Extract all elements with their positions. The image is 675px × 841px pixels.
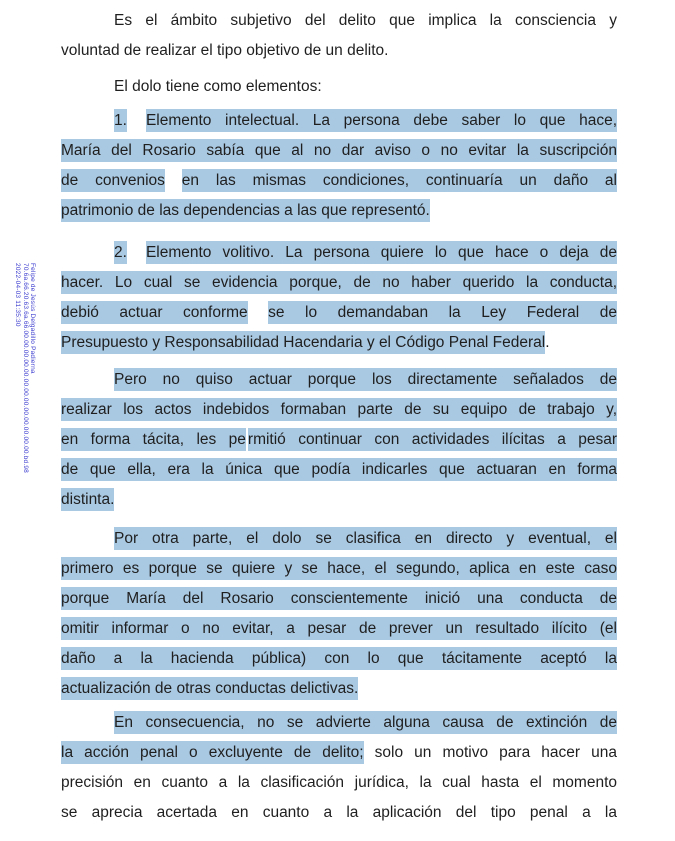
highlighted-text: En consecuencia, no se advierte alguna causa de extinción de (114, 711, 617, 734)
text-line (61, 268, 617, 298)
highlighted-text: en las mismas condiciones, continuaría un daño al (182, 169, 617, 192)
paragraph-2 (61, 72, 617, 102)
stamp-datetime: 2022-04-03 11:35:30 (14, 263, 22, 327)
highlighted-text: Por otra parte, el dolo se clasifica en directo y eventual, el (114, 527, 617, 550)
highlighted-text: Elemento intelectual. La persona debe saber lo que hace, (146, 109, 617, 132)
stamp-signer-name: Felipe de Jesús Delgadillo Padierna (29, 263, 36, 374)
highlighted-text: en forma tácita, les pe (61, 428, 246, 451)
text-line (61, 166, 617, 196)
paragraph-5 (61, 365, 617, 515)
highlighted-text: porque María del Rosario conscientemente inició una conducta de (61, 587, 617, 610)
highlighted-text: 1. (114, 109, 127, 132)
highlighted-text: de convenios (61, 169, 165, 192)
highlighted-text: se lo demandaban la Ley Federal de (268, 301, 617, 324)
text-line (61, 328, 617, 358)
plain-text: Es el ámbito subjetivo del delito que implica la consciencia y (114, 12, 617, 29)
text-line (61, 738, 617, 768)
text-line (61, 614, 617, 644)
text-line (61, 768, 617, 798)
text-line (61, 395, 617, 425)
tab-spacer (127, 124, 146, 125)
paragraph-1 (61, 6, 617, 66)
text-line (61, 524, 617, 554)
text-line (61, 136, 617, 166)
highlighted-text: omitir informar o no evitar, a pesar de prever un resultado ilícito (el (61, 617, 617, 640)
text-line (61, 554, 617, 584)
document-text (61, 0, 617, 841)
plain-text: voluntad de realizar el tipo objetivo de un delito. (61, 42, 389, 59)
text-line (61, 106, 617, 136)
paragraph-3 (61, 106, 617, 226)
text-line (61, 644, 617, 674)
paragraph-4 (61, 238, 617, 358)
text-line (61, 798, 617, 828)
highlighted-text: daño a la hacienda pública) con lo que tácitamente aceptó la (61, 647, 617, 670)
text-line (61, 674, 617, 704)
plain-text: precisión en cuanto a la clasificación jurídica, la cual hasta el momento (61, 774, 617, 791)
text-line (61, 72, 617, 102)
highlighted-text: Pero no quiso actuar porque los directamente señalados de (114, 368, 617, 391)
plain-text (248, 304, 269, 321)
highlighted-text: Presupuesto y Responsabilidad Hacendaria y el Código Penal Federal (61, 331, 545, 354)
highlighted-text: María del Rosario sabía que al no dar aviso o no evitar la suscripción (61, 139, 617, 162)
highlighted-text: actualización de otras conductas delictivas. (61, 677, 358, 700)
highlighted-text: la acción penal o excluyente de delito; (61, 741, 364, 764)
text-line (61, 238, 617, 268)
highlighted-text: distinta. (61, 488, 114, 511)
highlighted-text: 2. (114, 241, 127, 264)
text-line (61, 298, 617, 328)
stamp-hash: 70.6a.66.20.63.6a.66.00.00.00.00.00.00.00.00.00.00.00.00.00.bd.98 (21, 263, 29, 473)
highlighted-text: debió actuar conforme (61, 301, 248, 324)
paragraph-6 (61, 524, 617, 704)
highlighted-text: primero es porque se quiere y se hace, el segundo, aplica en este caso (61, 557, 617, 580)
text-line (61, 36, 617, 66)
highlighted-text: rmitió continuar con actividades ilícitas a pesar (248, 428, 617, 451)
text-line (61, 196, 617, 226)
text-line (61, 455, 617, 485)
highlighted-text: hacer. Lo cual se evidencia porque, de no haber querido la conducta, (61, 271, 617, 294)
signature-stamp (13, 263, 36, 498)
plain-text: se aprecia acertada en cuanto a la aplicación del tipo penal a la (61, 804, 617, 821)
text-line (61, 6, 617, 36)
plain-text: solo un motivo para hacer una (363, 744, 617, 761)
text-line (61, 485, 617, 515)
paragraph-7 (61, 708, 617, 828)
tab-spacer (127, 256, 146, 257)
text-line (61, 365, 617, 395)
text-line (61, 425, 617, 455)
highlighted-text: patrimonio de las dependencias a las que representó. (61, 199, 430, 222)
text-line (61, 584, 617, 614)
highlighted-text: Elemento volitivo. La persona quiere lo que hace o deja de (146, 241, 617, 264)
plain-text (165, 172, 182, 189)
highlighted-text: de que ella, era la única que podía indicarles que actuaran en forma (61, 458, 617, 481)
plain-text: . (545, 334, 550, 351)
highlighted-text: realizar los actos indebidos formaban parte de su equipo de trabajo y, (61, 398, 617, 421)
plain-text: El dolo tiene como elementos: (114, 78, 322, 95)
text-line (61, 708, 617, 738)
